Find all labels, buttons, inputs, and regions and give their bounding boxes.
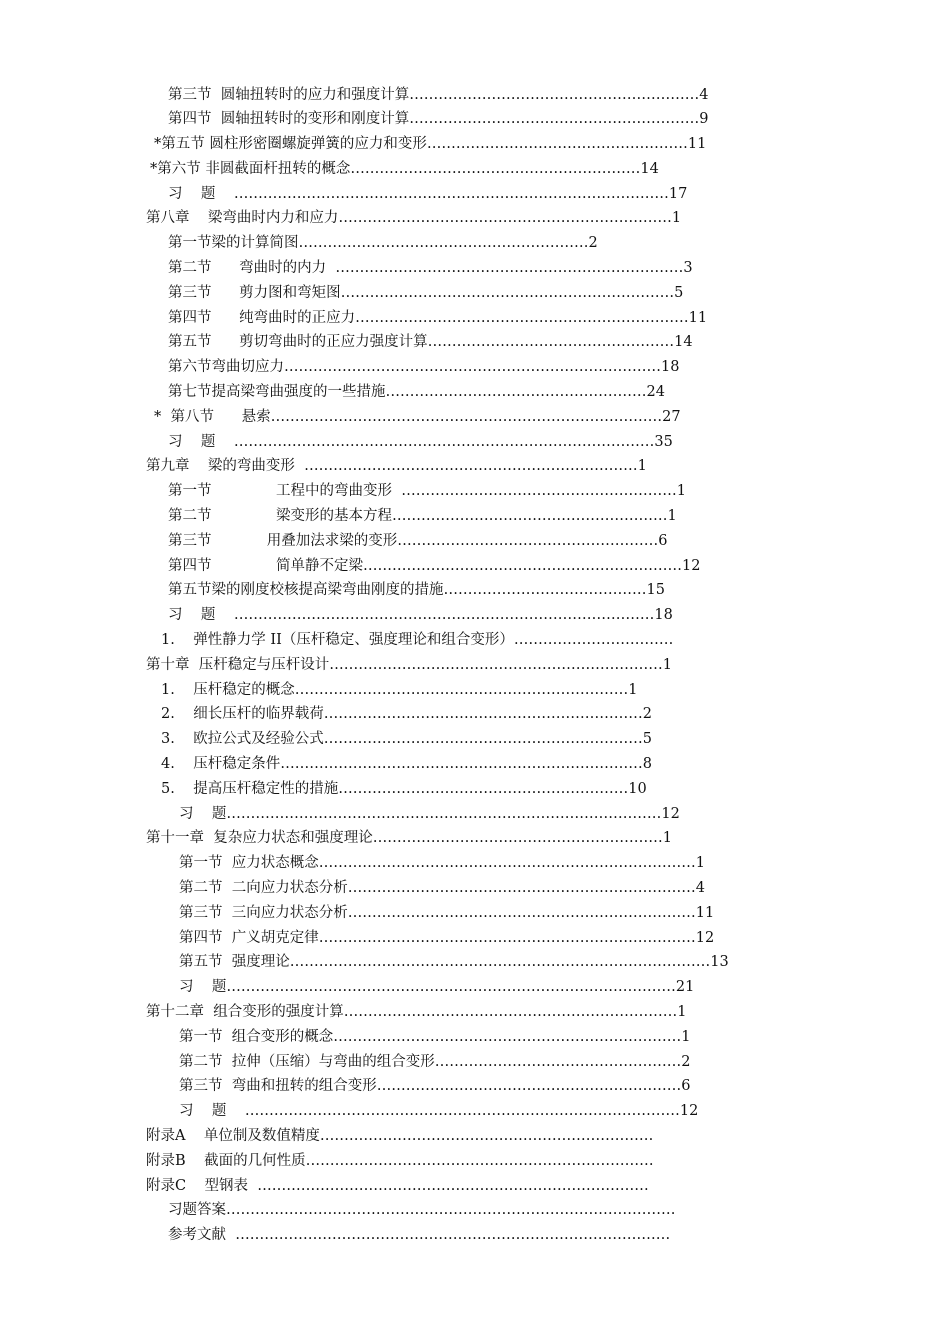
toc-entry: 第九章 梁的弯曲变形 ……………………………………………………………1	[146, 458, 647, 474]
toc-entry: *第五节 圆柱形密圈螺旋弹簧的应力和变形………………………………………………11	[154, 136, 707, 152]
toc-entry: 第四节 纯弯曲时的正应力……………………………………………………………11	[168, 310, 708, 326]
toc-entry: 第一节 组合变形的概念………………………………………………………………1	[179, 1029, 691, 1045]
toc-entry: 第八章 梁弯曲时内力和应力……………………………………………………………1	[146, 210, 682, 226]
toc-entry: 第四节 简单静不定梁…………………………………………………………12	[168, 558, 701, 574]
toc-entry: 第二节 梁变形的基本方程…………………………………………………1	[168, 508, 677, 524]
toc-entry: 习 题 ………………………………………………………………………………17	[168, 186, 688, 202]
toc-entry: 4. 压杆稳定条件…………………………………………………………………8	[161, 756, 652, 772]
toc-entry: 2. 细长压杆的临界载荷…………………………………………………………2	[161, 706, 652, 722]
toc-entry: 第五节 强度理论……………………………………………………………………………13	[179, 954, 729, 970]
toc-entry: * 第八节 悬索………………………………………………………………………27	[154, 409, 681, 425]
toc-entry: 第五节 剪切弯曲时的正应力强度计算……………………………………………14	[168, 334, 693, 350]
toc-entry: 习 题…………………………………………………………………………………21	[179, 979, 695, 995]
toc-entry: 第十章 压杆稳定与压杆设计……………………………………………………………1	[146, 657, 672, 673]
toc-entry: 习 题 ………………………………………………………………………………12	[179, 1103, 699, 1119]
toc-entry: 习 题 ……………………………………………………………………………35	[168, 434, 673, 450]
toc-entry: 习 题 ……………………………………………………………………………18	[168, 607, 673, 623]
toc-entry: 第二节 拉伸（压缩）与弯曲的组合变形……………………………………………2	[179, 1054, 691, 1070]
toc-entry: 第七节提高梁弯曲强度的一些措施………………………………………………24	[168, 384, 665, 400]
toc-entry: 5. 提高压杆稳定性的措施……………………………………………………10	[161, 781, 647, 797]
toc-entry: 1. 弹性静力学 II（压杆稳定、强度理论和组合变形）……………………………	[161, 632, 674, 648]
toc-entry: 第一节 工程中的弯曲变形 …………………………………………………1	[168, 483, 686, 499]
toc-entry: 第三节 弯曲和扭转的组合变形………………………………………………………6	[179, 1078, 691, 1094]
toc-entry: *第六节 非圆截面杆扭转的概念……………………………………………………14	[150, 161, 659, 177]
toc-entry: 第五节梁的刚度校核提高梁弯曲刚度的措施……………………………………15	[168, 582, 665, 598]
toc-entry: 1. 压杆稳定的概念……………………………………………………………1	[161, 682, 638, 698]
toc-entry: 习题答案…………………………………………………………………………………	[168, 1202, 676, 1218]
toc-entry: 3. 欧拉公式及经验公式…………………………………………………………5	[161, 731, 652, 747]
toc-entry: 第一节 应力状态概念……………………………………………………………………1	[179, 855, 705, 871]
toc-entry: 第六节弯曲切应力……………………………………………………………………18	[168, 359, 680, 375]
toc-entry: 附录B 截面的几何性质………………………………………………………………	[146, 1153, 654, 1169]
toc-entry: 第四节 圆轴扭转时的变形和刚度计算……………………………………………………9	[168, 111, 709, 127]
toc-entry: 附录C 型钢表 ………………………………………………………………………	[146, 1178, 649, 1194]
toc-entry: 第十二章 组合变形的强度计算……………………………………………………………1	[146, 1004, 687, 1020]
toc-entry: 第四节 广义胡克定律……………………………………………………………………12	[179, 930, 715, 946]
toc-entry: 第二节 二向应力状态分析………………………………………………………………4	[179, 880, 705, 896]
toc-entry: 参考文献 ………………………………………………………………………………	[168, 1227, 671, 1243]
toc-entry: 第一节梁的计算简图……………………………………………………2	[168, 235, 598, 251]
toc-entry: 第十一章 复杂应力状态和强度理论……………………………………………………1	[146, 830, 672, 846]
toc-entry: 习 题………………………………………………………………………………12	[179, 806, 680, 822]
toc-entry: 第三节 三向应力状态分析………………………………………………………………11	[179, 905, 715, 921]
toc-entry: 附录A 单位制及数值精度……………………………………………………………	[146, 1128, 654, 1144]
toc-entry: 第三节 圆轴扭转时的应力和强度计算……………………………………………………4	[168, 87, 709, 103]
toc-entry: 第三节 剪力图和弯矩图……………………………………………………………5	[168, 285, 684, 301]
toc-entry: 第二节 弯曲时的内力 ………………………………………………………………3	[168, 260, 693, 276]
toc-entry: 第三节 用叠加法求梁的变形………………………………………………6	[168, 533, 668, 549]
